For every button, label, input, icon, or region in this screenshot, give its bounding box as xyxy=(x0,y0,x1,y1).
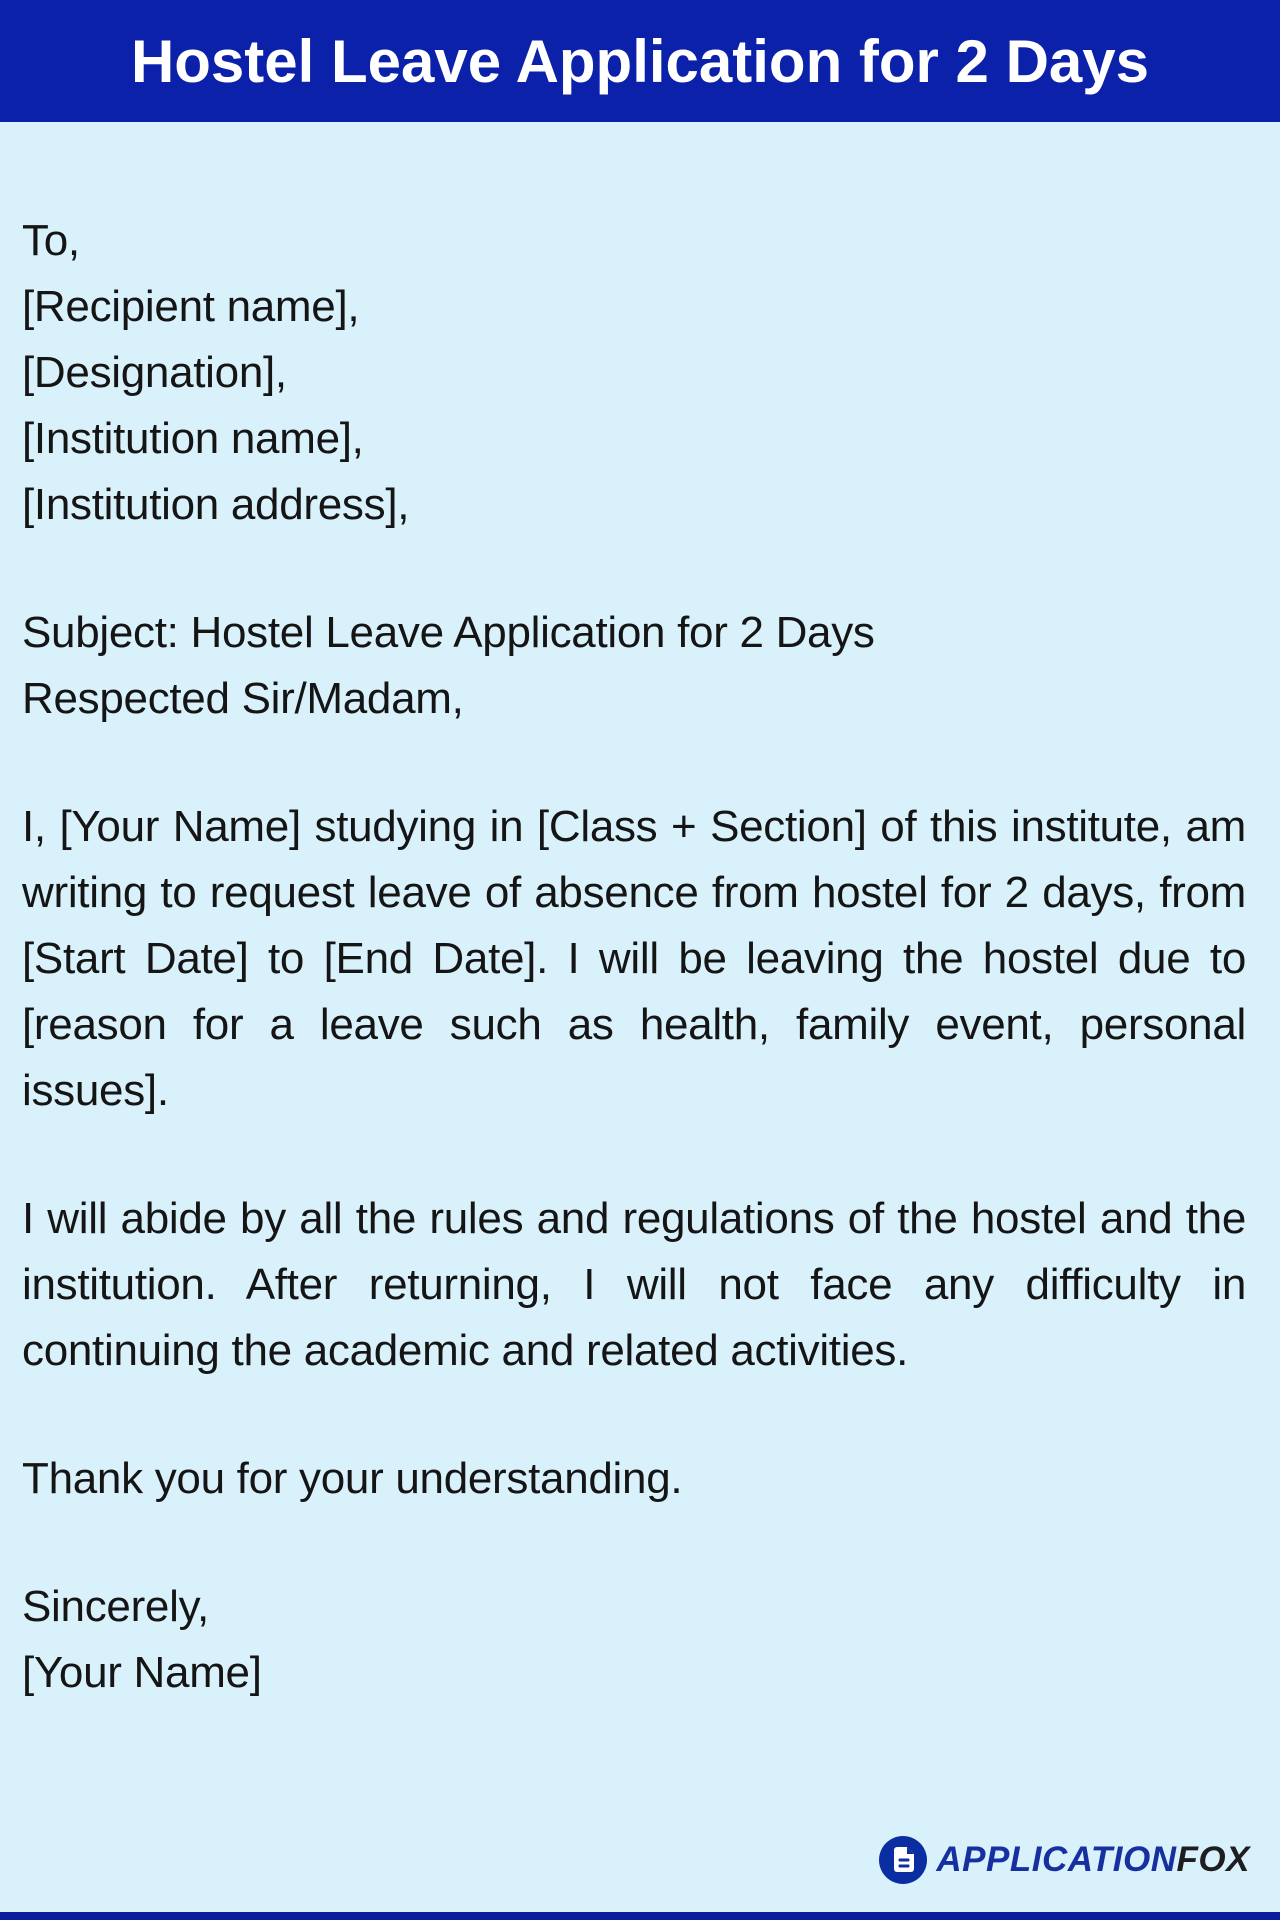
body-paragraph-2: I will abide by all the rules and regulations of the hostel and the institution. After returning, I will not face any difficulty in continuing the academic and related activities. xyxy=(22,1194,1246,1375)
address-line-institution-name: [Institution name], xyxy=(22,414,364,463)
subject-line: Subject: Hostel Leave Application for 2 Days xyxy=(22,608,875,657)
address-line-institution-address: [Institution address], xyxy=(22,480,410,529)
bottom-accent-bar xyxy=(0,1912,1280,1920)
document-icon xyxy=(879,1836,927,1884)
letter-body xyxy=(0,122,1280,1768)
brand-wordmark xyxy=(936,1840,1250,1880)
applicationfox-logo xyxy=(879,1834,1250,1886)
address-line-recipient-name: [Recipient name], xyxy=(22,282,360,331)
signoff: Sincerely, xyxy=(22,1582,209,1631)
body-paragraph-1: I, [Your Name] studying in [Class + Section] of this institute, am writing to request leave of absence from hostel for 2 days, from [Start Date] to [End Date]. I will be leaving the hostel due to [reason for a leave such as health, family event, personal issues]. xyxy=(22,802,1246,1115)
closing-thanks: Thank you for your understanding. xyxy=(22,1454,683,1503)
address-line-to: To, xyxy=(22,216,80,265)
salutation: Respected Sir/Madam, xyxy=(22,674,464,723)
signature-placeholder: [Your Name] xyxy=(22,1648,262,1697)
brand-name-primary: APPLICATION xyxy=(936,1840,1177,1879)
page-title: Hostel Leave Application for 2 Days xyxy=(130,27,1150,95)
signoff-block xyxy=(22,1574,1246,1706)
brand-name-secondary: FOX xyxy=(1176,1840,1250,1879)
title-bar xyxy=(0,0,1280,122)
subject-block xyxy=(22,600,1246,732)
recipient-address-block xyxy=(22,208,1246,538)
address-line-designation: [Designation], xyxy=(22,348,287,397)
